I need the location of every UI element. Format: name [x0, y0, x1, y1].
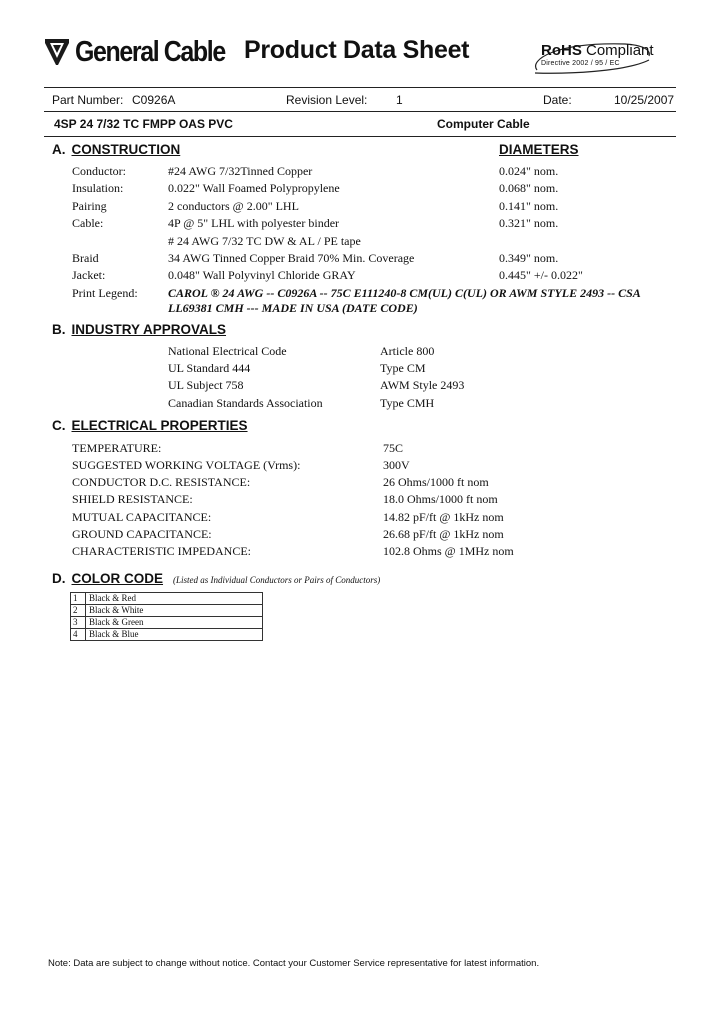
approval-row	[0, 361, 720, 378]
color-code-row	[71, 593, 263, 605]
electrical-value: 75C	[383, 441, 404, 455]
footer-note: Note: Data are subject to change without notice. Contact your Customer Service representative for latest information.	[48, 958, 540, 969]
electrical-value: 102.8 Ohms @ 1MHz nom	[383, 544, 514, 558]
color-number: 3	[71, 617, 86, 629]
electrical-name: TEMPERATURE:	[72, 441, 162, 455]
approval-value: Type CM	[380, 361, 426, 375]
product-category: Computer Cable	[437, 117, 530, 131]
approval-row	[0, 396, 720, 413]
diameter-value: 0.024" nom.	[499, 164, 559, 178]
electrical-name: MUTUAL CAPACITANCE:	[72, 510, 212, 524]
page-title: Product Data Sheet	[244, 36, 470, 64]
approval-row	[0, 378, 720, 395]
construction-value: # 24 AWG 7/32 TC DW & AL / PE tape	[168, 234, 361, 248]
construction-value: 34 AWG Tinned Copper Braid 70% Min. Coverage	[168, 251, 415, 265]
rohs-directive: Directive 2002 / 95 / EC	[541, 60, 620, 67]
electrical-row	[0, 475, 720, 492]
divider-top	[44, 87, 676, 88]
section-electrical-heading: C. ELECTRICAL PROPERTIES	[52, 418, 248, 433]
color-code-row	[71, 617, 263, 629]
construction-label: Braid	[72, 251, 99, 265]
approval-value: Article 800	[380, 344, 435, 358]
electrical-value: 26.68 pF/ft @ 1kHz nom	[383, 527, 504, 541]
color-name: Black & Red	[86, 593, 263, 605]
diameter-value: 0.349" nom.	[499, 251, 559, 265]
construction-row	[0, 181, 720, 198]
construction-row	[0, 251, 720, 268]
print-legend-label: Print Legend:	[72, 286, 138, 300]
electrical-row	[0, 441, 720, 458]
section-construction-heading: A. CONSTRUCTION	[52, 142, 181, 157]
construction-row	[0, 164, 720, 181]
revision-label: Revision Level:	[286, 93, 368, 107]
diameter-value: 0.068" nom.	[499, 181, 559, 195]
color-number: 4	[71, 629, 86, 641]
electrical-row	[0, 458, 720, 475]
approval-value: Type CMH	[380, 396, 435, 410]
rohs-badge	[525, 40, 653, 76]
approval-name: UL Standard 444	[168, 361, 251, 375]
electrical-row	[0, 510, 720, 527]
construction-label: Pairing	[72, 199, 107, 213]
electrical-name: CHARACTERISTIC IMPEDANCE:	[72, 544, 252, 558]
color-number: 2	[71, 605, 86, 617]
approval-name: UL Subject 758	[168, 378, 244, 392]
approval-row	[0, 344, 720, 361]
color-name: Black & Green	[86, 617, 263, 629]
diameters-heading: DIAMETERS	[499, 142, 579, 157]
date-label: Date:	[543, 93, 572, 107]
rohs-label: RoHS Compliant	[541, 42, 654, 59]
diameter-value: 0.321" nom.	[499, 216, 559, 230]
approval-name: Canadian Standards Association	[168, 396, 323, 410]
part-number-label: Part Number:	[52, 93, 124, 107]
part-number-value: C0926A	[132, 93, 176, 107]
electrical-name: CONDUCTOR D.C. RESISTANCE:	[72, 475, 251, 489]
section-color-code-heading: D. COLOR CODE (Listed as Individual Conductors or Pairs of Conductors)	[52, 571, 381, 586]
electrical-value: 26 Ohms/1000 ft nom	[383, 475, 489, 489]
color-code-row	[71, 605, 263, 617]
electrical-row	[0, 527, 720, 544]
divider-meta	[44, 111, 676, 112]
construction-value: #24 AWG 7/32Tinned Copper	[168, 164, 313, 178]
electrical-value: 300V	[383, 458, 410, 472]
approval-value: AWM Style 2493	[380, 378, 465, 392]
product-description: 4SP 24 7/32 TC FMPP OAS PVC	[54, 117, 233, 131]
construction-value: 4P @ 5" LHL with polyester binder	[168, 216, 340, 230]
diameter-value: 0.445" +/- 0.022"	[499, 268, 583, 282]
construction-value: 0.022" Wall Foamed Polypropylene	[168, 181, 340, 195]
construction-row	[0, 199, 720, 216]
construction-label: Cable:	[72, 216, 104, 230]
construction-label: Insulation:	[72, 181, 124, 195]
construction-value: 2 conductors @ 2.00" LHL	[168, 199, 299, 213]
color-name: Black & Blue	[86, 629, 263, 641]
construction-label: Conductor:	[72, 164, 126, 178]
revision-value: 1	[396, 93, 403, 107]
date-value: 10/25/2007	[614, 93, 675, 107]
divider-desc	[44, 136, 676, 137]
color-code-table	[70, 592, 263, 641]
construction-row	[0, 216, 720, 233]
construction-row	[0, 234, 720, 251]
general-cable-logo-icon	[42, 36, 72, 68]
section-approvals-heading: B. INDUSTRY APPROVALS	[52, 322, 227, 337]
electrical-value: 14.82 pF/ft @ 1kHz nom	[383, 510, 504, 524]
electrical-name: SHIELD RESISTANCE:	[72, 492, 193, 506]
electrical-value: 18.0 Ohms/1000 ft nom	[383, 492, 498, 506]
electrical-name: GROUND CAPACITANCE:	[72, 527, 212, 541]
diameter-value: 0.141" nom.	[499, 199, 559, 213]
color-number: 1	[71, 593, 86, 605]
color-code-row	[71, 629, 263, 641]
electrical-row	[0, 492, 720, 509]
color-code-note: (Listed as Individual Conductors or Pairs of Conductors)	[173, 575, 381, 585]
electrical-row	[0, 544, 720, 561]
construction-row	[0, 268, 720, 285]
brand-name: General Cable	[75, 35, 225, 68]
construction-value: 0.048" Wall Polyvinyl Chloride GRAY	[168, 268, 356, 282]
electrical-name: SUGGESTED WORKING VOLTAGE (Vrms):	[72, 458, 301, 472]
company-logo	[42, 34, 249, 70]
approval-name: National Electrical Code	[168, 344, 287, 358]
construction-label: Jacket:	[72, 268, 106, 282]
color-name: Black & White	[86, 605, 263, 617]
print-legend-text: CAROL ® 24 AWG -- C0926A -- 75C E111240-8 CM(UL) C(UL) OR AWM STYLE 2493 -- CSA LL69381 CMH --- MADE IN USA (DATE CODE)	[168, 286, 641, 315]
